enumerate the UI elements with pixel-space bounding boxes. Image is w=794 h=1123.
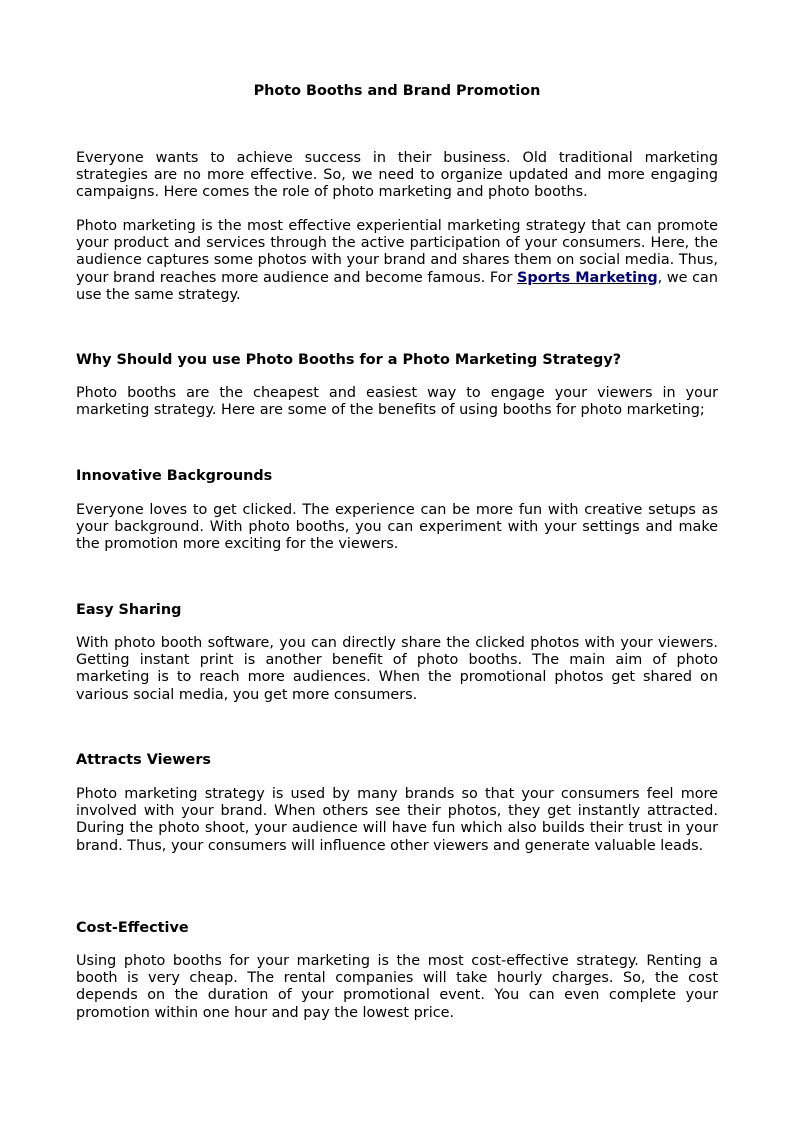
intro-paragraph-2	[76, 218, 718, 304]
sports-marketing-link[interactable]: Sports Marketing	[517, 269, 658, 286]
intro-paragraph-2-text: Photo marketing is the most effective experiential marketing strategy that can promote your product and services through the active participation of your consumers. Here, the audience captures some photos with your brand and shares them on social media. Thus, your brand reaches more audience and become famous. For	[76, 218, 718, 286]
section-heading-attracts-viewers: Attracts Viewers	[76, 752, 211, 768]
section-body-easy-sharing: With photo booth software, you can directly share the clicked photos with your viewers. Getting instant print is another benefit of photo booths. The main aim of photo marketing is to reach more audiences. When the promotional photos get shared on various social media, you get more consumers.	[76, 635, 718, 703]
section-body-cost-effective: Using photo booths for your marketing is the most cost-effective strategy. Renting a booth is very cheap. The rental companies will take hourly charges. So, the cost depends on the duration of your promotional event. You can even complete your promotion within one hour and pay the lowest price.	[76, 953, 718, 1021]
section-heading-cost-effective: Cost-Effective	[76, 920, 189, 936]
section-body-why-photo-booths: Photo booths are the cheapest and easiest way to engage your viewers in your marketing strategy. Here are some of the benefits of using booths for photo marketing;	[76, 385, 718, 419]
intro-paragraph-2-tail: , we can use the same strategy.	[76, 269, 718, 303]
section-body-innovative-backgrounds: Everyone loves to get clicked. The experience can be more fun with creative setups as your background. With photo booths, you can experiment with your settings and make the promotion more exciting for the viewers.	[76, 502, 718, 553]
document-title: Photo Booths and Brand Promotion	[253, 83, 541, 99]
section-heading-innovative-backgrounds: Innovative Backgrounds	[76, 468, 273, 484]
section-heading-why-photo-booths: Why Should you use Photo Booths for a Photo Marketing Strategy?	[76, 352, 622, 368]
section-heading-easy-sharing: Easy Sharing	[76, 602, 182, 618]
section-body-attracts-viewers: Photo marketing strategy is used by many brands so that your consumers feel more involved with your brand. When others see their photos, they get instantly attracted. During the photo shoot, your audience will have fun which also builds their trust in your brand. Thus, your consumers will influence other viewers and generate valuable leads.	[76, 786, 718, 854]
intro-paragraph-1: Everyone wants to achieve success in their business. Old traditional marketing strategies are no more effective. So, we need to organize updated and more engaging campaigns. Here comes the role of photo marketing and photo booths.	[76, 150, 718, 201]
